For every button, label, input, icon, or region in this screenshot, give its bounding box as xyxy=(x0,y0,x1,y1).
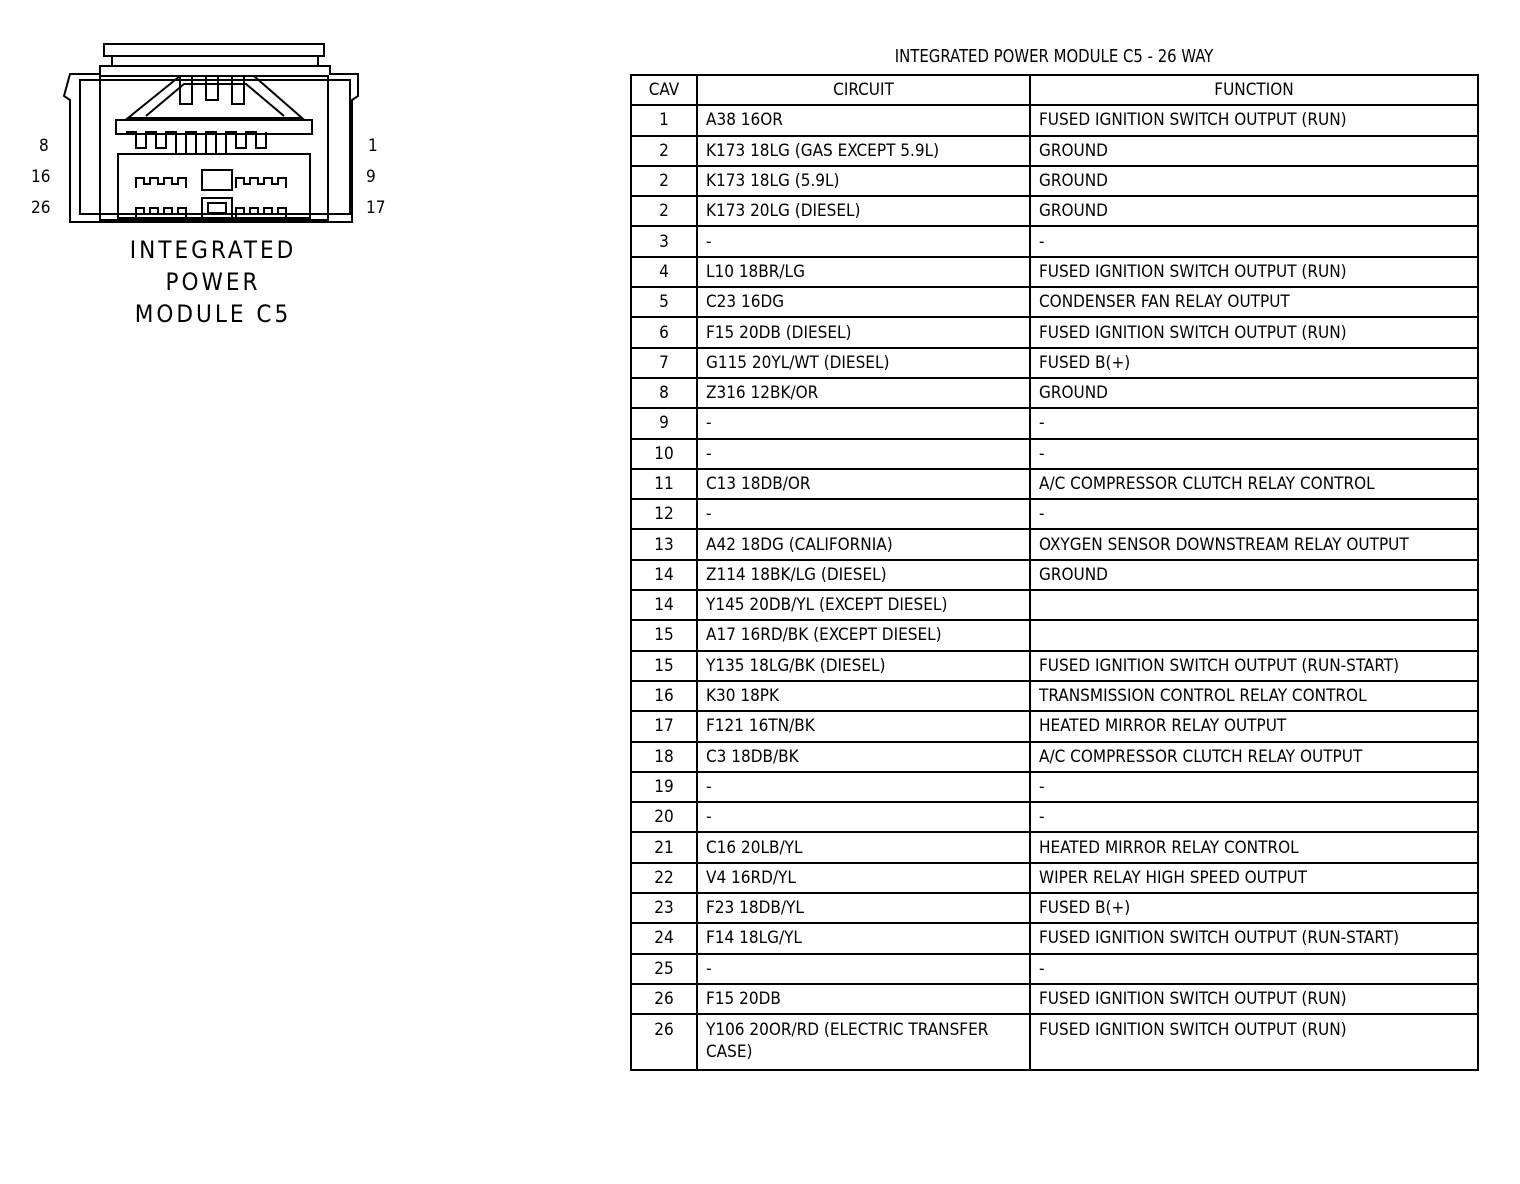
cav-cell: 4 xyxy=(631,257,697,287)
cav-cell: 2 xyxy=(631,196,697,226)
table-row xyxy=(631,226,1478,256)
cav-cell: 22 xyxy=(631,863,697,893)
circuit-cell: - xyxy=(697,802,1030,832)
cav-cell: 15 xyxy=(631,620,697,650)
circuit-cell: Z316 12BK/OR xyxy=(697,378,1030,408)
table-row xyxy=(631,923,1478,953)
function-cell: FUSED IGNITION SWITCH OUTPUT (RUN) xyxy=(1030,1014,1478,1070)
function-cell: FUSED IGNITION SWITCH OUTPUT (RUN-START) xyxy=(1030,651,1478,681)
circuit-cell: Y106 20OR/RD (ELECTRIC TRANSFER CASE) xyxy=(697,1014,1030,1070)
circuit-cell: - xyxy=(697,226,1030,256)
cav-cell: 15 xyxy=(631,651,697,681)
function-cell: A/C COMPRESSOR CLUTCH RELAY CONTROL xyxy=(1030,469,1478,499)
circuit-cell: - xyxy=(697,439,1030,469)
header-cav: CAV xyxy=(631,75,697,105)
table-row xyxy=(631,863,1478,893)
header-circuit: CIRCUIT xyxy=(697,75,1030,105)
function-cell: FUSED B(+) xyxy=(1030,893,1478,923)
function-cell: - xyxy=(1030,439,1478,469)
table-row xyxy=(631,651,1478,681)
function-cell xyxy=(1030,590,1478,620)
function-cell: GROUND xyxy=(1030,136,1478,166)
table-row xyxy=(631,529,1478,559)
cav-cell: 2 xyxy=(631,136,697,166)
circuit-cell: F121 16TN/BK xyxy=(697,711,1030,741)
function-cell: - xyxy=(1030,226,1478,256)
table-row xyxy=(631,681,1478,711)
cav-cell: 20 xyxy=(631,802,697,832)
table-row xyxy=(631,105,1478,135)
function-cell: GROUND xyxy=(1030,560,1478,590)
pin-label-26: 26 xyxy=(31,198,51,218)
cav-cell: 2 xyxy=(631,166,697,196)
function-cell: FUSED IGNITION SWITCH OUTPUT (RUN-START) xyxy=(1030,923,1478,953)
table-row xyxy=(631,893,1478,923)
circuit-cell: K173 20LG (DIESEL) xyxy=(697,196,1030,226)
function-cell: - xyxy=(1030,499,1478,529)
table-row xyxy=(631,832,1478,862)
table-row xyxy=(631,560,1478,590)
cav-cell: 14 xyxy=(631,590,697,620)
circuit-cell: C23 16DG xyxy=(697,287,1030,317)
function-cell: - xyxy=(1030,772,1478,802)
table-row xyxy=(631,954,1478,984)
circuit-cell: K30 18PK xyxy=(697,681,1030,711)
function-cell xyxy=(1030,620,1478,650)
function-cell: GROUND xyxy=(1030,196,1478,226)
cav-cell: 19 xyxy=(631,772,697,802)
function-cell: OXYGEN SENSOR DOWNSTREAM RELAY OUTPUT xyxy=(1030,529,1478,559)
header-function: FUNCTION xyxy=(1030,75,1478,105)
function-cell: GROUND xyxy=(1030,378,1478,408)
table-row xyxy=(631,742,1478,772)
circuit-cell: - xyxy=(697,772,1030,802)
cav-cell: 16 xyxy=(631,681,697,711)
table-row xyxy=(631,136,1478,166)
circuit-cell: Z114 18BK/LG (DIESEL) xyxy=(697,560,1030,590)
cav-cell: 10 xyxy=(631,439,697,469)
circuit-cell: F23 18DB/YL xyxy=(697,893,1030,923)
circuit-cell: K173 18LG (GAS EXCEPT 5.9L) xyxy=(697,136,1030,166)
circuit-cell: F15 20DB xyxy=(697,984,1030,1014)
table-row xyxy=(631,317,1478,347)
pin-label-8: 8 xyxy=(39,136,49,156)
cav-cell: 8 xyxy=(631,378,697,408)
table-row xyxy=(631,802,1478,832)
cav-cell: 24 xyxy=(631,923,697,953)
function-cell: HEATED MIRROR RELAY CONTROL xyxy=(1030,832,1478,862)
cav-cell: 13 xyxy=(631,529,697,559)
connector-title-line-2: POWER xyxy=(165,268,261,296)
cav-cell: 14 xyxy=(631,560,697,590)
cav-cell: 26 xyxy=(631,1014,697,1070)
table-row xyxy=(631,408,1478,438)
function-cell: FUSED B(+) xyxy=(1030,348,1478,378)
function-cell: HEATED MIRROR RELAY OUTPUT xyxy=(1030,711,1478,741)
cav-cell: 25 xyxy=(631,954,697,984)
table-row xyxy=(631,499,1478,529)
circuit-cell: Y145 20DB/YL (EXCEPT DIESEL) xyxy=(697,590,1030,620)
circuit-cell: - xyxy=(697,499,1030,529)
table-row xyxy=(631,287,1478,317)
pinout-table xyxy=(630,74,1479,1071)
function-cell: FUSED IGNITION SWITCH OUTPUT (RUN) xyxy=(1030,257,1478,287)
circuit-cell: L10 18BR/LG xyxy=(697,257,1030,287)
table-row xyxy=(631,439,1478,469)
table-row xyxy=(631,348,1478,378)
table-row xyxy=(631,711,1478,741)
cav-cell: 17 xyxy=(631,711,697,741)
table-row xyxy=(631,590,1478,620)
cav-cell: 5 xyxy=(631,287,697,317)
function-cell: WIPER RELAY HIGH SPEED OUTPUT xyxy=(1030,863,1478,893)
function-cell: - xyxy=(1030,408,1478,438)
circuit-cell: F15 20DB (DIESEL) xyxy=(697,317,1030,347)
circuit-cell: - xyxy=(697,954,1030,984)
pin-label-17: 17 xyxy=(366,198,386,218)
table-row xyxy=(631,772,1478,802)
connector-title-line-1: INTEGRATED xyxy=(129,236,297,264)
function-cell: FUSED IGNITION SWITCH OUTPUT (RUN) xyxy=(1030,317,1478,347)
table-row xyxy=(631,378,1478,408)
function-cell: GROUND xyxy=(1030,166,1478,196)
function-cell: TRANSMISSION CONTROL RELAY CONTROL xyxy=(1030,681,1478,711)
function-cell: - xyxy=(1030,954,1478,984)
function-cell: - xyxy=(1030,802,1478,832)
table-row xyxy=(631,257,1478,287)
circuit-cell: A42 18DG (CALIFORNIA) xyxy=(697,529,1030,559)
function-cell: FUSED IGNITION SWITCH OUTPUT (RUN) xyxy=(1030,984,1478,1014)
circuit-cell: A38 16OR xyxy=(697,105,1030,135)
cav-cell: 18 xyxy=(631,742,697,772)
table-row xyxy=(631,620,1478,650)
circuit-cell: - xyxy=(697,408,1030,438)
circuit-cell: C13 18DB/OR xyxy=(697,469,1030,499)
table-row xyxy=(631,166,1478,196)
cav-cell: 11 xyxy=(631,469,697,499)
connector-face-drawing xyxy=(0,0,600,240)
pin-label-1: 1 xyxy=(368,136,378,156)
pin-label-16: 16 xyxy=(31,167,51,187)
cav-cell: 6 xyxy=(631,317,697,347)
circuit-cell: V4 16RD/YL xyxy=(697,863,1030,893)
table-body xyxy=(631,105,1478,1070)
function-cell: A/C COMPRESSOR CLUTCH RELAY OUTPUT xyxy=(1030,742,1478,772)
cav-cell: 21 xyxy=(631,832,697,862)
circuit-cell: K173 18LG (5.9L) xyxy=(697,166,1030,196)
table-row xyxy=(631,196,1478,226)
cav-cell: 1 xyxy=(631,105,697,135)
cav-cell: 7 xyxy=(631,348,697,378)
table-title: INTEGRATED POWER MODULE C5 - 26 WAY xyxy=(894,46,1214,67)
function-cell: FUSED IGNITION SWITCH OUTPUT (RUN) xyxy=(1030,105,1478,135)
cav-cell: 23 xyxy=(631,893,697,923)
table-row xyxy=(631,469,1478,499)
table-header-row xyxy=(631,75,1478,105)
table-row xyxy=(631,1014,1478,1070)
circuit-cell: F14 18LG/YL xyxy=(697,923,1030,953)
connector-title-line-3: MODULE C5 xyxy=(134,300,292,328)
circuit-cell: C3 18DB/BK xyxy=(697,742,1030,772)
pin-label-9: 9 xyxy=(366,167,376,187)
cav-cell: 9 xyxy=(631,408,697,438)
circuit-cell: Y135 18LG/BK (DIESEL) xyxy=(697,651,1030,681)
connector-diagram xyxy=(0,0,600,360)
function-cell: CONDENSER FAN RELAY OUTPUT xyxy=(1030,287,1478,317)
cav-cell: 3 xyxy=(631,226,697,256)
cav-cell: 26 xyxy=(631,984,697,1014)
circuit-cell: G115 20YL/WT (DIESEL) xyxy=(697,348,1030,378)
table-row xyxy=(631,984,1478,1014)
circuit-cell: C16 20LB/YL xyxy=(697,832,1030,862)
cav-cell: 12 xyxy=(631,499,697,529)
circuit-cell: A17 16RD/BK (EXCEPT DIESEL) xyxy=(697,620,1030,650)
